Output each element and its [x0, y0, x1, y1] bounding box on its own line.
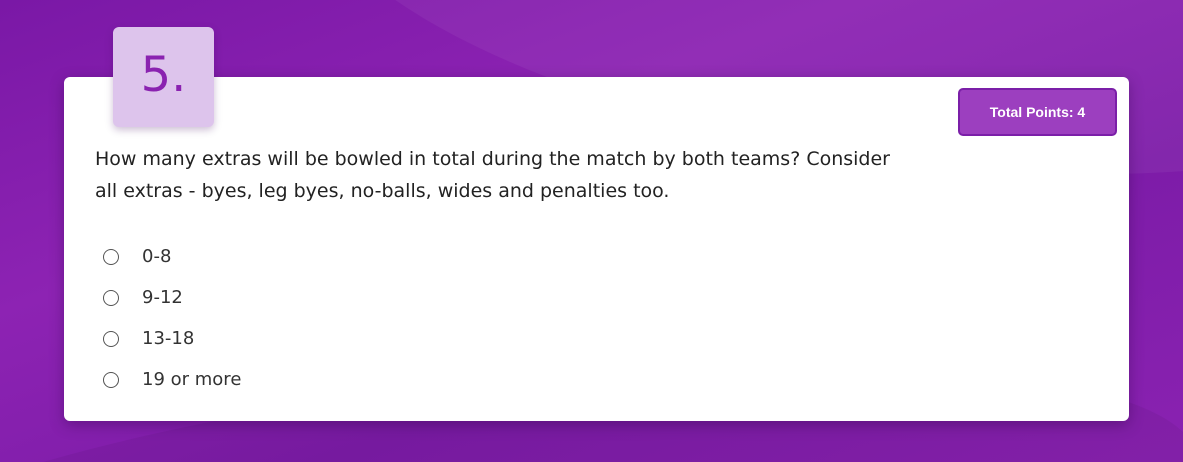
radio-button[interactable] [103, 331, 119, 347]
total-points-badge: Total Points: 4 [958, 88, 1117, 136]
option-13-18[interactable] [103, 318, 241, 359]
option-0-8[interactable] [103, 236, 241, 277]
question-text: How many extras will be bowled in total during the match by both teams? Consider all extras - byes, leg byes, no-balls, wides and penalties too. [95, 148, 890, 202]
question-number: 5. [140, 47, 187, 103]
option-19-or-more[interactable] [103, 359, 241, 400]
option-label: 19 or more [142, 369, 242, 390]
option-label: 9-12 [142, 287, 183, 308]
radio-button[interactable] [103, 249, 119, 265]
radio-button[interactable] [103, 290, 119, 306]
question-number-badge [113, 27, 214, 127]
radio-button[interactable] [103, 372, 119, 388]
option-label: 13-18 [142, 328, 195, 349]
option-9-12[interactable] [103, 277, 241, 318]
option-label: 0-8 [142, 246, 172, 267]
answer-options [103, 236, 241, 400]
